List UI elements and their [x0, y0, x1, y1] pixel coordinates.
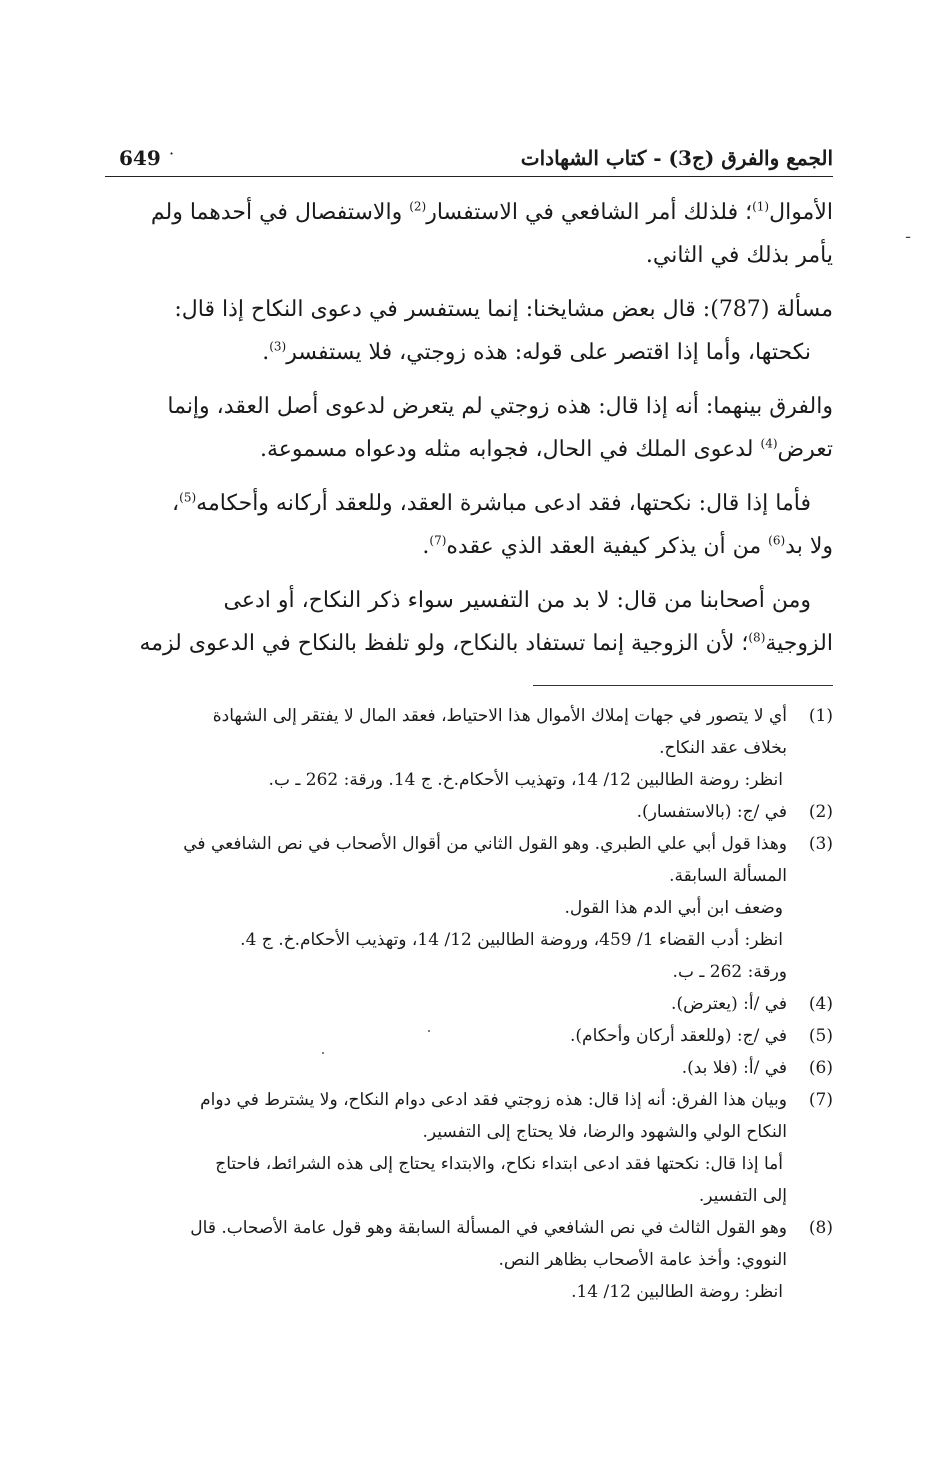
text-line [105, 579, 833, 622]
text-line [105, 482, 833, 525]
running-title: الجمع والفرق (ج3) - كتاب الشهادات [520, 146, 833, 170]
footnote [105, 700, 833, 796]
footnote-number: (6) [808, 1058, 833, 1078]
line-text: والفرق بينهما: أنه إذا قال: هذه زوجتي لم يتعرض لدعوى أصل العقد، وإنما [167, 394, 833, 419]
footnote-line: ورقة: 262 ـ ب. [672, 962, 787, 982]
page-header [105, 140, 833, 177]
footnote-body [105, 1212, 787, 1308]
footnote-body [105, 700, 787, 796]
line-text: ومن أصحابنا من قال: لا بد من التفسير سواء ذكر النكاح، أو ادعى [223, 588, 811, 613]
footnote-line: في /أ: (فلا بد). [681, 1058, 787, 1078]
text-line [105, 288, 833, 331]
footnote-number: (3) [808, 834, 833, 854]
footnotes [105, 700, 833, 1308]
footnote-line: بخلاف عقد النكاح. [659, 738, 787, 758]
paragraph [105, 385, 833, 471]
footnote-line: أما إذا قال: نكحتها فقد ادعى ابتداء نكاح، والابتداء يحتاج إلى هذه الشرائط، فاحتاج [215, 1154, 783, 1174]
paragraph [105, 482, 833, 568]
footnote-number: (8) [808, 1218, 833, 1238]
footnote-ref: (7) [429, 533, 447, 548]
footnote-body [105, 796, 787, 828]
footnote-ref: (4) [760, 436, 778, 451]
footnote-line: انظر: روضة الطالبين 12/ 14. [571, 1282, 783, 1302]
text-line [105, 385, 833, 428]
print-speck [322, 1052, 324, 1054]
text-line [105, 191, 833, 234]
text-line [105, 622, 833, 665]
header-dot: · [169, 144, 175, 163]
footnote-ref: (1) [752, 199, 770, 214]
footnote [105, 988, 833, 1020]
footnote-line: في /ج: (بالاستفسار). [636, 802, 787, 822]
footnote-line: في /ج: (وللعقد أركان وأحكام). [570, 1026, 787, 1046]
footnote-line: في /أ: (يعترض). [671, 994, 787, 1014]
text-line [105, 428, 833, 471]
footnote-line: النكاح الولي والشهود والرضا، فلا يحتاج إلى التفسير. [422, 1122, 787, 1142]
footnote [105, 828, 833, 988]
footnote [105, 1052, 833, 1084]
paragraph [105, 288, 833, 374]
line-text: الزوجية$^{(8)}$؛ لأن الزوجية إنما تستفاد بالنكاح، ولو تلفظ بالنكاح في الدعوى لزمه [139, 630, 833, 656]
footnote-number: (4) [808, 994, 833, 1014]
footnote-line: وهذا قول أبي علي الطبري. وهو القول الثاني من أقوال الأصحاب في نص الشافعي في [183, 834, 787, 854]
footnote [105, 796, 833, 828]
footnote-divider [533, 685, 833, 686]
line-text: ولا بد$^{(6)}$ من أن يذكر كيفية العقد الذي عقده$^{(7)}$. [422, 533, 833, 559]
footnote [105, 1084, 833, 1212]
footnote [105, 1020, 833, 1052]
footnote-ref: (2) [409, 199, 427, 214]
margin-mark: ـ [906, 226, 911, 242]
footnote-line: أي لا يتصور في جهات إملاك الأموال هذا الاحتياط، فعقد المال لا يفتقر إلى الشهادة [212, 706, 787, 726]
footnote-line: انظر: أدب القضاء 1/ 459، وروضة الطالبين 12/ 14، وتهذيب الأحكام.خ. ج 4. [240, 930, 783, 950]
footnote-line: النووي: وأخذ عامة الأصحاب بظاهر النص. [498, 1250, 787, 1270]
footnote-ref: (5) [179, 490, 197, 505]
document-page [105, 140, 833, 1308]
footnote-body [105, 1052, 787, 1084]
footnote-body [105, 1020, 787, 1052]
footnote-body [105, 828, 787, 988]
paragraph [105, 191, 833, 277]
footnote [105, 1212, 833, 1308]
paragraph [105, 579, 833, 665]
footnote-ref: (3) [269, 339, 287, 354]
footnote-line: وبيان هذا الفرق: أنه إذا قال: هذه زوجتي فقد ادعى دوام النكاح، ولا يشترط في دوام [200, 1090, 787, 1110]
line-text: مسألة (787): قال بعض مشايخنا: إنما يستفسر في دعوى النكاح إذا قال: [174, 297, 833, 322]
line-text: يأمر بذلك في الثاني. [645, 243, 833, 268]
footnote-number: (7) [808, 1090, 833, 1110]
footnote-ref: (8) [748, 630, 766, 645]
print-speck [428, 1030, 430, 1032]
line-text: تعرض$^{(4)}$ لدعوى الملك في الحال، فجوابه مثله ودعواه مسموعة. [260, 436, 833, 462]
footnote-number: (2) [808, 802, 833, 822]
main-text [105, 191, 833, 665]
footnote-line: إلى التفسير. [698, 1186, 787, 1206]
text-line [105, 525, 833, 568]
footnote-ref: (6) [768, 533, 786, 548]
line-text: فأما إذا قال: نكحتها، فقد ادعى مباشرة العقد، وللعقد أركانه وأحكامه$^{(5)}$، [172, 490, 811, 516]
page-number: 649 [119, 146, 161, 170]
footnote-body [105, 988, 787, 1020]
line-text: الأموال$^{(1)}$؛ فلذلك أمر الشافعي في الاستفسار$^{(2)}$ والاستفصال في أحدهما ولم [150, 199, 833, 225]
text-line [105, 234, 833, 277]
footnote-body [105, 1084, 787, 1212]
footnote-line: وضعف ابن أبي الدم هذا القول. [564, 898, 783, 918]
footnote-line: المسألة السابقة. [669, 866, 787, 886]
footnote-line: انظر: روضة الطالبين 12/ 14، وتهذيب الأحكام.خ. ج 14. ورقة: 262 ـ ب. [268, 770, 783, 790]
text-line [105, 331, 833, 374]
line-text: نكحتها، وأما إذا اقتصر على قوله: هذه زوجتي، فلا يستفسر$^{(3)}$. [262, 339, 811, 365]
footnote-line: وهو القول الثالث في نص الشافعي في المسألة السابقة وهو قول عامة الأصحاب. قال [190, 1218, 787, 1238]
footnote-number: (5) [808, 1026, 833, 1046]
footnote-number: (1) [808, 706, 833, 726]
